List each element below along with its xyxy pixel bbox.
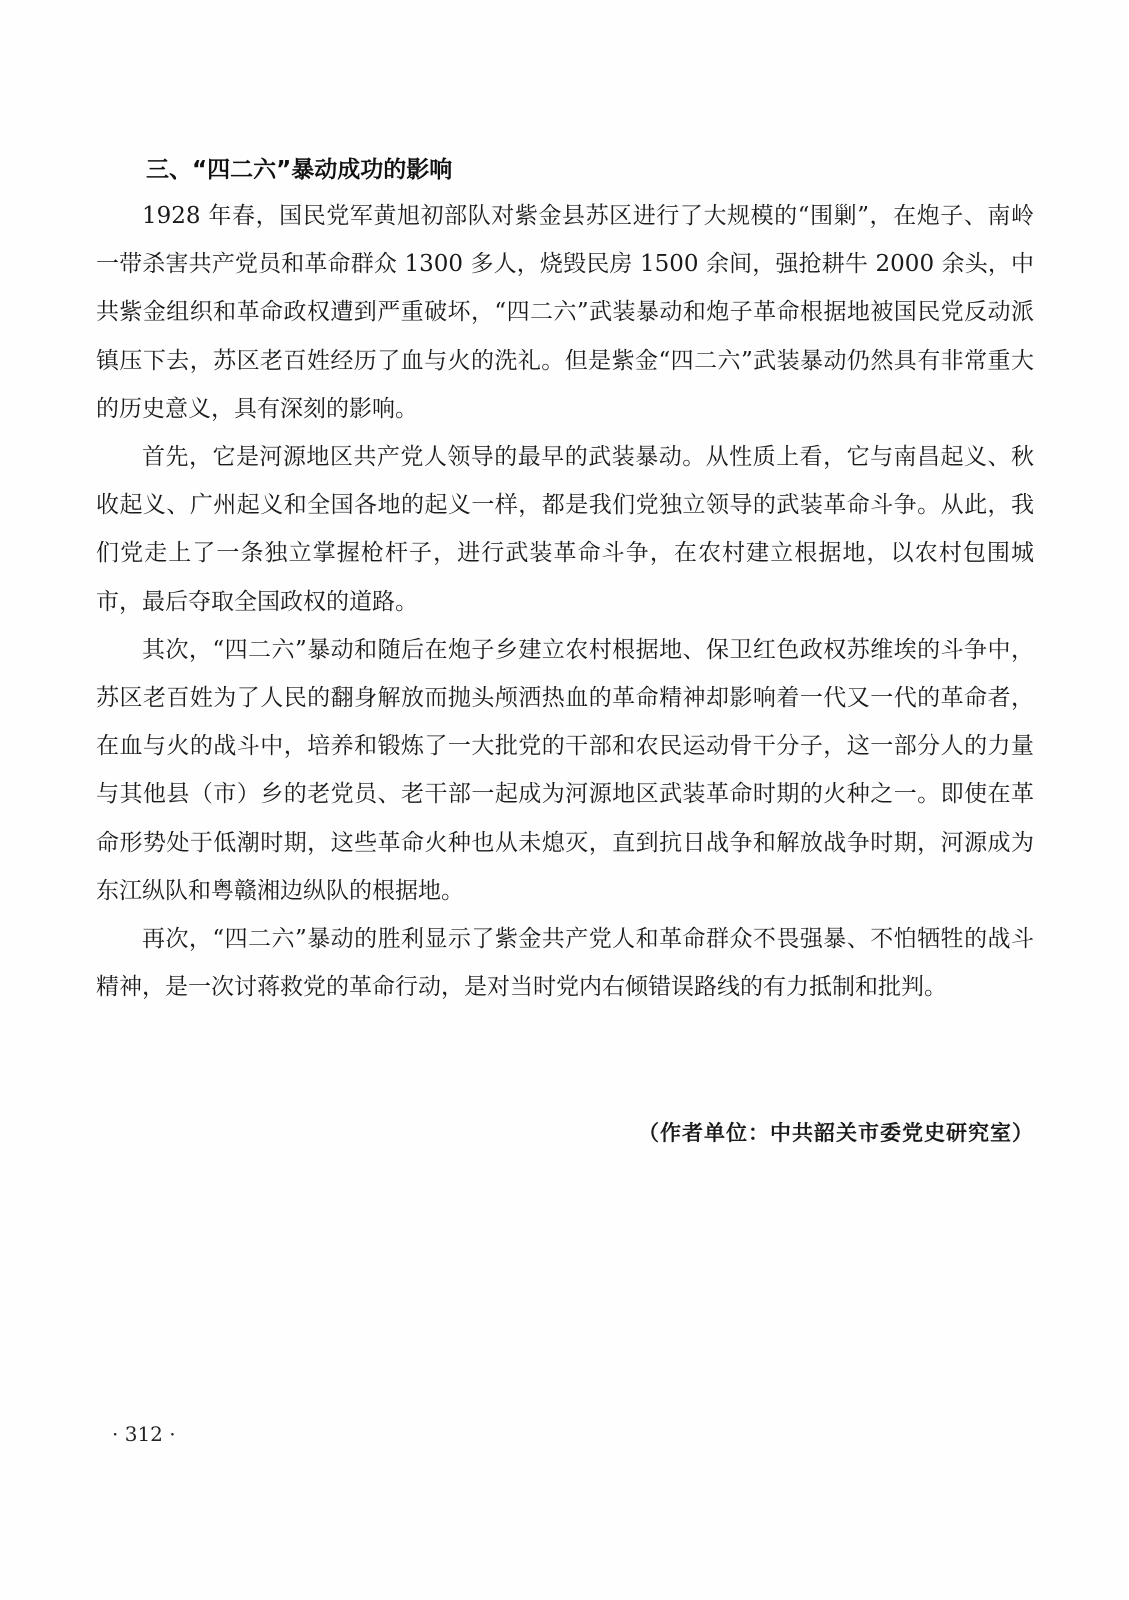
paragraph-3: 其次，“四二六”暴动和随后在炮子乡建立农村根据地、保卫红色政权苏维埃的斗争中，苏区老百姓为了人民的翻身解放而抛头颅洒热血的革命精神却影响着一代又一代的革命者，在血与火的战斗中，培养和锻炼了一大批党的干部和农民运动骨干分子，这一部分人的力量与其他县（市）乡的老党员、老干部一起成为河源地区武装革命时期的火种之一。即使在革命形势处于低潮时期，这些革命火种也从未熄灭，直到抗日战争和解放战争时期，河源成为东江纵队和粤赣湘边纵队的根据地。: [96, 636, 1034, 904]
paragraph-4: 再次，“四二六”暴动的胜利显示了紫金共产党人和革命群众不畏强暴、不怕牺牲的战斗精神，是一次讨蒋救党的革命行动，是对当时党内右倾错误路线的有力抵制和批判。: [96, 926, 1034, 1001]
author-affiliation: （作者单位：中共韶关市委党史研究室）: [638, 1121, 1034, 1145]
article-body: [96, 148, 1034, 1011]
section-heading: 三、“四二六”暴动成功的影响: [146, 157, 453, 183]
paragraph-2: 首先，它是河源地区共产党人领导的最早的武装暴动。从性质上看，它与南昌起义、秋收起义、广州起义和全国各地的起义一样，都是我们党独立领导的武装革命斗争。从此，我们党走上了一条独立掌握枪杆子，进行武装革命斗争，在农村建立根据地，以农村包围城市，最后夺取全国政权的道路。: [96, 444, 1034, 615]
page-number: · 312 ·: [112, 1422, 176, 1446]
paragraph-1: 1928 年春，国民党军黄旭初部队对紫金县苏区进行了大规模的“围剿”，在炮子、南岭一带杀害共产党员和革命群众 1300 多人，烧毁民房 1500 余间，强抢耕牛 2000 余头，中共紫金组织和革命政权遭到严重破坏，“四二六”武装暴动和炮子革命根据地被国民党反动派镇压下去，苏区老百姓经历了血与火的洗礼。但是紫金“四二六”武装暴动仍然具有非常重大的历史意义，具有深刻的影响。: [96, 203, 1034, 422]
